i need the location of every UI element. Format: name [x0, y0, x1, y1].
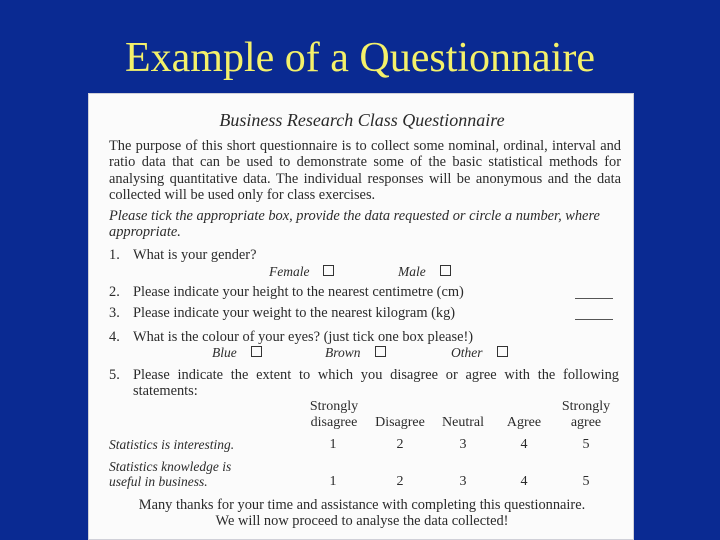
checkbox[interactable]: [375, 346, 386, 357]
q3-number: 3.: [109, 305, 120, 321]
q4-option-other[interactable]: [451, 345, 508, 361]
q3-text: Please indicate your weight to the nearest kilogram (kg): [133, 305, 456, 321]
q4-option-brown[interactable]: [325, 345, 386, 361]
checkbox[interactable]: [251, 346, 262, 357]
q1-number: 1.: [109, 247, 120, 263]
closing-message: [89, 497, 634, 529]
scale-header-neutral: Neutral: [442, 415, 484, 430]
checkbox[interactable]: [323, 265, 334, 276]
rating-2-option-5[interactable]: 5: [582, 474, 590, 489]
scale-header-line2: disagree: [310, 415, 358, 430]
checkbox[interactable]: [497, 346, 508, 357]
closing-line-2: We will now proceed to analyse the data collected!: [215, 513, 509, 529]
scale-header-strongly-disagree: [303, 399, 365, 431]
statement-2: [109, 459, 231, 489]
q1-text: What is your gender?: [133, 247, 257, 263]
rating-1-option-1[interactable]: 1: [329, 437, 337, 452]
rating-1-option-5[interactable]: 5: [582, 437, 590, 452]
rating-1-option-4[interactable]: 4: [520, 437, 528, 452]
weight-answer-line[interactable]: [575, 319, 613, 320]
q1-option-female[interactable]: [269, 264, 334, 280]
scale-header-disagree: Disagree: [375, 415, 425, 430]
rating-2-option-2[interactable]: 2: [396, 474, 404, 489]
scale-header-line1: Strongly: [309, 399, 359, 414]
instructions-text: Please tick the appropriate box, provide the data requested or circle a number, where appropriate.: [109, 208, 600, 241]
option-label: Blue: [212, 345, 237, 360]
rating-2-option-1[interactable]: 1: [329, 474, 337, 489]
questionnaire-title: Business Research Class Questionnaire: [219, 110, 505, 130]
q5-text: Please indicate the extent to which you disagree or agree with the following statements:: [133, 367, 619, 399]
option-label: Female: [269, 264, 310, 279]
statement-2-line1: Statistics knowledge is: [109, 459, 232, 474]
q4-option-blue[interactable]: [212, 345, 262, 361]
scale-header-agree: Agree: [506, 415, 542, 430]
q2-number: 2.: [109, 284, 120, 300]
scale-header-line2: agree: [570, 415, 602, 430]
q2-text: Please indicate your height to the nearest centimetre (cm): [133, 284, 464, 300]
height-answer-line[interactable]: [575, 298, 613, 299]
checkbox[interactable]: [440, 265, 451, 276]
q1-option-male[interactable]: [398, 264, 451, 280]
q5-number: 5.: [109, 367, 120, 383]
slide-title: Example of a Questionnaire: [125, 35, 595, 81]
scale-header-strongly-agree: [555, 399, 617, 431]
rating-2-option-3[interactable]: 3: [459, 474, 467, 489]
intro-paragraph: The purpose of this short questionnaire is to collect some nominal, ordinal, interval and ratio data that can be used to demonstrate some of the basic statistical methods for analysing quantitative data. The individual responses will be anonymous and the data collected will be used only for class exercises.: [109, 138, 621, 204]
rating-1-option-2[interactable]: 2: [396, 437, 404, 452]
option-label: Other: [451, 345, 483, 360]
option-label: Male: [398, 264, 426, 279]
questionnaire-page: [88, 93, 634, 540]
scale-header-line1: Strongly: [561, 399, 611, 414]
option-label: Brown: [325, 345, 361, 360]
q4-number: 4.: [109, 329, 120, 345]
closing-line-1: Many thanks for your time and assistance with completing this questionnaire.: [138, 497, 586, 513]
rating-2-option-4[interactable]: 4: [520, 474, 528, 489]
statement-1: Statistics is interesting.: [109, 437, 235, 452]
statement-2-line2: useful in business.: [109, 474, 208, 489]
rating-1-option-3[interactable]: 3: [459, 437, 467, 452]
q4-text: What is the colour of your eyes? (just tick one box please!): [133, 329, 474, 345]
